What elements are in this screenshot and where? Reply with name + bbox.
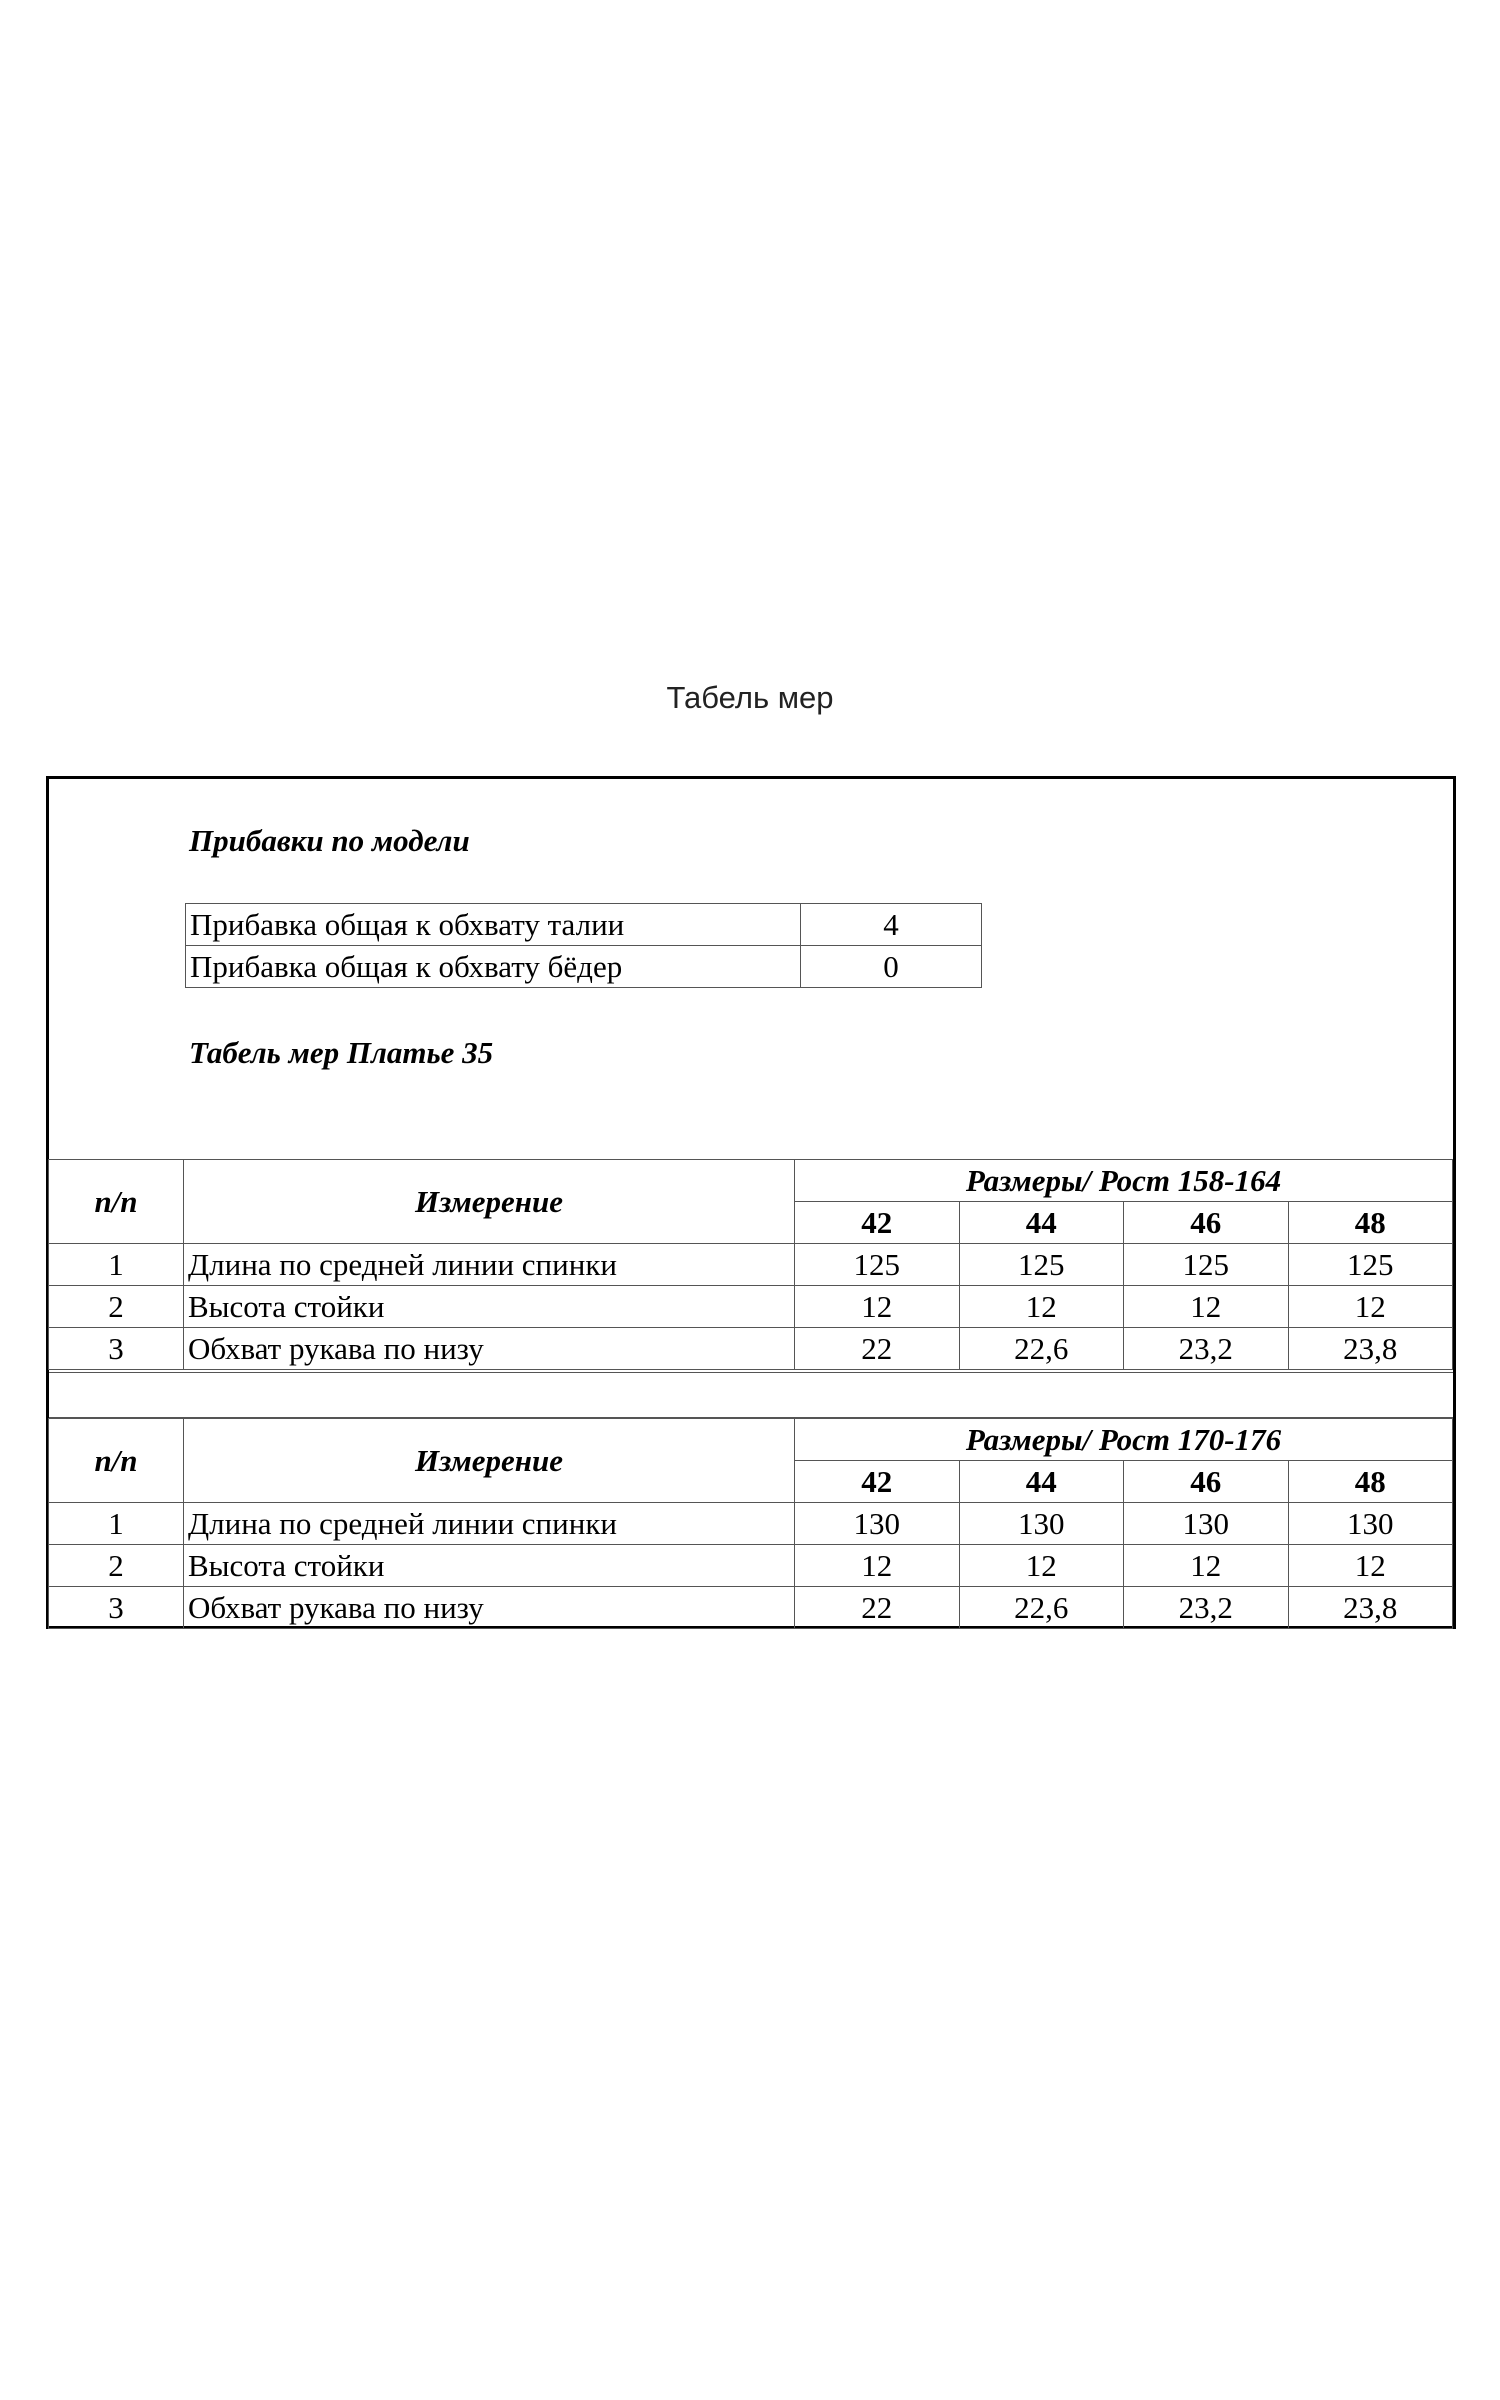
measure-name: Длина по средней линии спинки (184, 1244, 795, 1286)
table-spacer (49, 1372, 1453, 1418)
measure-name: Обхват рукава по низу (184, 1328, 795, 1370)
measure-value: 23,2 (1124, 1328, 1289, 1370)
measures-heading: Табель мер Платье 35 (189, 1035, 494, 1070)
measure-name: Высота стойки (184, 1545, 795, 1587)
measure-value: 22,6 (959, 1587, 1124, 1629)
measures-table-170-176 (48, 1418, 1453, 1629)
size-header: 48 (1288, 1202, 1453, 1244)
table-header-row (49, 1160, 1453, 1202)
measure-value: 12 (1124, 1545, 1289, 1587)
measure-value: 125 (795, 1244, 960, 1286)
col-number-header: п/п (49, 1419, 184, 1503)
measure-value: 22 (795, 1587, 960, 1629)
measure-value: 125 (1288, 1244, 1453, 1286)
additions-heading: Прибавки по модели (189, 823, 470, 858)
table-row (186, 904, 982, 946)
measure-value: 130 (1124, 1503, 1289, 1545)
table-row (49, 1545, 1453, 1587)
row-number: 1 (49, 1503, 184, 1545)
col-number-header: п/п (49, 1160, 184, 1244)
measure-value: 125 (959, 1244, 1124, 1286)
table-row (49, 1587, 1453, 1629)
col-measure-header: Измерение (184, 1160, 795, 1244)
table-row (49, 1244, 1453, 1286)
measurement-sheet (46, 776, 1456, 1629)
measure-name: Высота стойки (184, 1286, 795, 1328)
size-header: 44 (959, 1461, 1124, 1503)
table-row (186, 946, 982, 988)
measure-value: 130 (795, 1503, 960, 1545)
table-row (49, 1503, 1453, 1545)
page-title: Табель мер (666, 680, 834, 715)
row-number: 2 (49, 1286, 184, 1328)
table-row (49, 1328, 1453, 1370)
size-group-header: Размеры/ Рост 158-164 (795, 1160, 1453, 1202)
measure-value: 12 (959, 1545, 1124, 1587)
row-number: 3 (49, 1587, 184, 1629)
addition-value: 4 (801, 904, 982, 946)
measure-value: 22,6 (959, 1328, 1124, 1370)
col-measure-header: Измерение (184, 1419, 795, 1503)
size-group-header: Размеры/ Рост 170-176 (795, 1419, 1453, 1461)
measure-value: 125 (1124, 1244, 1289, 1286)
row-number: 1 (49, 1244, 184, 1286)
measure-value: 12 (1124, 1286, 1289, 1328)
addition-value: 0 (801, 946, 982, 988)
measure-value: 12 (795, 1286, 960, 1328)
size-header: 42 (795, 1461, 960, 1503)
table-header-row (49, 1419, 1453, 1461)
size-header: 44 (959, 1202, 1124, 1244)
measure-value: 12 (959, 1286, 1124, 1328)
measure-value: 130 (1288, 1503, 1453, 1545)
measure-name: Длина по средней линии спинки (184, 1503, 795, 1545)
addition-label: Прибавка общая к обхвату талии (186, 904, 801, 946)
size-header: 46 (1124, 1461, 1289, 1503)
row-number: 3 (49, 1328, 184, 1370)
measure-value: 22 (795, 1328, 960, 1370)
measure-value: 23,2 (1124, 1587, 1289, 1629)
addition-label: Прибавка общая к обхвату бёдер (186, 946, 801, 988)
measures-table-158-164 (48, 1159, 1453, 1370)
row-number: 2 (49, 1545, 184, 1587)
measure-value: 12 (795, 1545, 960, 1587)
size-header: 48 (1288, 1461, 1453, 1503)
measure-value: 23,8 (1288, 1587, 1453, 1629)
measure-value: 12 (1288, 1545, 1453, 1587)
size-header: 46 (1124, 1202, 1289, 1244)
table-row (49, 1286, 1453, 1328)
measure-name: Обхват рукава по низу (184, 1587, 795, 1629)
measure-value: 130 (959, 1503, 1124, 1545)
measure-value: 12 (1288, 1286, 1453, 1328)
measure-value: 23,8 (1288, 1328, 1453, 1370)
additions-table (185, 903, 982, 988)
size-header: 42 (795, 1202, 960, 1244)
